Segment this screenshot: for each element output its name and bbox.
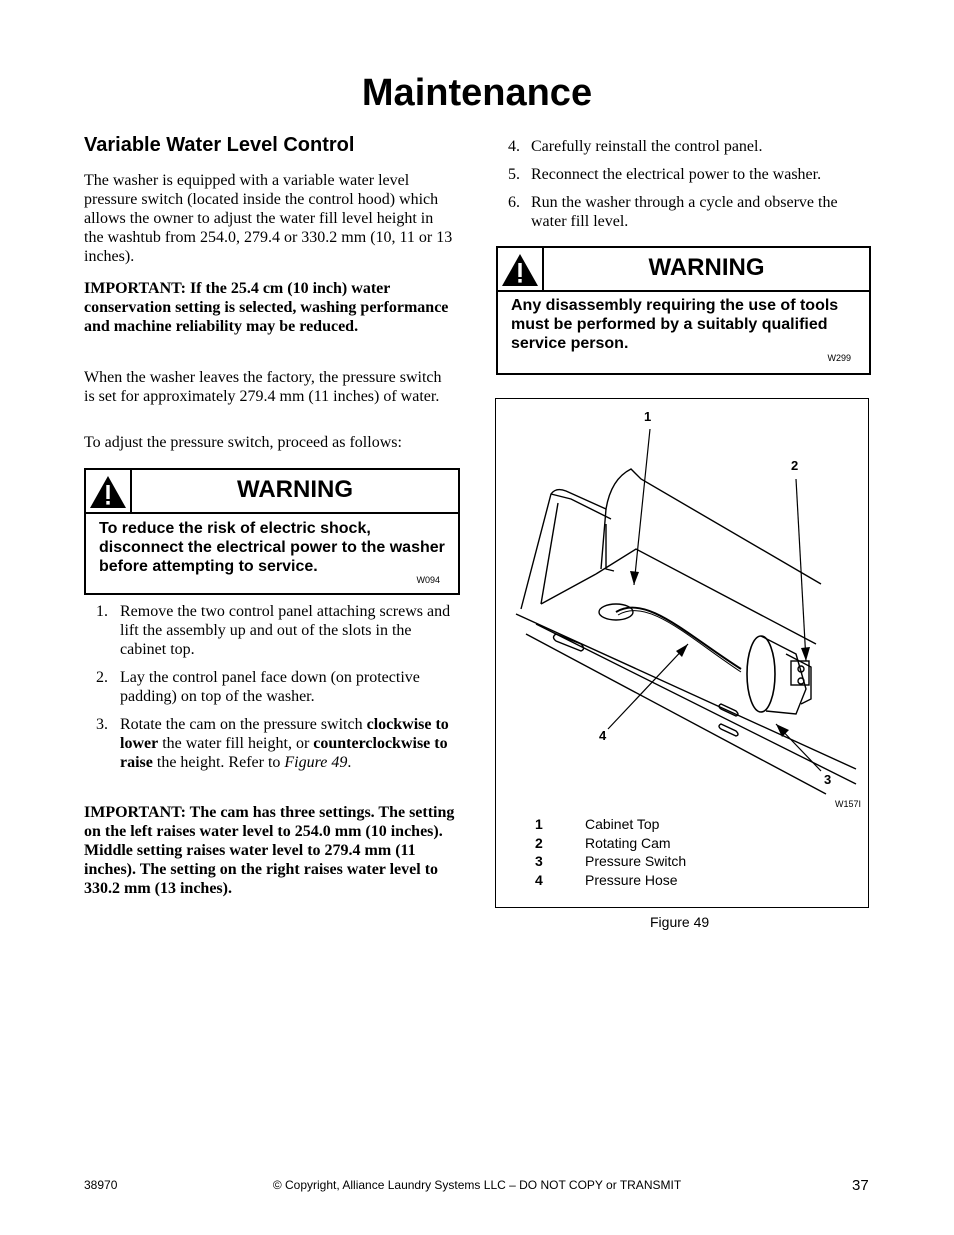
legend-label: Pressure Hose [585, 872, 678, 888]
step-text-bold: clockwise to lower [120, 716, 449, 752]
list-item [508, 165, 868, 184]
warning-triangle-icon [86, 470, 132, 512]
step-number: 5. [508, 166, 520, 183]
warning-header [86, 470, 458, 514]
figure-49-box [495, 398, 869, 908]
warning-code: W299 [827, 353, 851, 363]
proceed-paragraph: To adjust the pressure switch, proceed as follows: [84, 434, 402, 451]
legend-number: 2 [535, 835, 543, 851]
legend-label: Rotating Cam [585, 835, 671, 851]
step-number: 1. [96, 603, 108, 620]
intro-paragraph: The washer is equipped with a variable water level pressure switch (located inside the control hood) which allows the owner to adjust the water fill level height in the washtub from 254.0, 279.4 or 330.2 mm (10, 11 or 13 inches). [84, 172, 453, 265]
warning-box-electric [84, 468, 460, 595]
list-item [96, 715, 458, 772]
warning-triangle-icon [498, 248, 544, 290]
callout-3: 3 [824, 772, 832, 787]
legend-label: Cabinet Top [585, 816, 660, 832]
warning-box-service [496, 246, 871, 375]
footer-doc-number: 38970 [84, 1178, 118, 1192]
legend-number: 4 [535, 872, 543, 888]
legend-number: 3 [535, 853, 543, 869]
warning-header [498, 248, 869, 292]
factory-setting-paragraph: When the washer leaves the factory, the pressure switch is set for approximately 279.4 mm (11 inches) of water. [84, 369, 442, 405]
page-number: 37 [852, 1177, 869, 1194]
step-number: 4. [508, 138, 520, 155]
callout-1: 1 [644, 409, 652, 424]
warning-text: To reduce the risk of electric shock, disconnect the electrical power to the washer before attempting to service. [99, 520, 445, 575]
step-text-part: . [347, 754, 352, 771]
step-number: 6. [508, 194, 520, 211]
figure-legend [535, 815, 835, 895]
pressure-switch-illustration [496, 399, 868, 819]
list-item [96, 668, 458, 706]
step-number: 3. [96, 716, 108, 733]
figure-code: W157I [835, 799, 862, 809]
figure-caption: Figure 49 [650, 914, 710, 930]
step-text [120, 715, 458, 772]
warning-title: WARNING [648, 254, 765, 281]
legend-label: Pressure Switch [585, 853, 687, 869]
step-number: 2. [96, 669, 108, 686]
warning-code: W094 [416, 575, 440, 585]
step-text-bold: counterclockwise to raise [120, 735, 448, 771]
step-text-part: the water fill height, or [158, 735, 314, 752]
step-text: Carefully reinstall the control panel. [531, 138, 763, 155]
figure-reference-link[interactable]: Figure 49 [284, 754, 348, 771]
important-note-2: IMPORTANT: The cam has three settings. The setting on the left raises water level to 254.0 mm (10 inches). Middle setting raises water level to 279.4 mm (11 inches). The setting on the right raises water level to 330.2 mm (13 inches). [84, 804, 455, 897]
list-item [508, 137, 868, 156]
footer-copyright: © Copyright, Alliance Laundry Systems LLC – DO NOT COPY or TRANSMIT [272, 1178, 682, 1192]
step-text: Reconnect the electrical power to the washer. [531, 166, 822, 183]
warning-title: WARNING [237, 476, 353, 503]
step-text-part: Rotate the cam on the pressure switch [120, 716, 367, 733]
callout-4: 4 [599, 728, 607, 743]
step-text: Run the washer through a cycle and observe the water fill level. [531, 194, 838, 230]
legend-number: 1 [535, 816, 543, 832]
section-heading: Variable Water Level Control [84, 134, 355, 156]
list-item [508, 193, 868, 231]
warning-text: Any disassembly requiring the use of tools must be performed by a suitably qualified service person. [511, 297, 839, 352]
step-text-part: the height. Refer to [152, 754, 285, 771]
step-text: Lay the control panel face down (on protective padding) on top of the washer. [120, 669, 420, 705]
step-text: Remove the two control panel attaching screws and lift the assembly up and out of the slots in the cabinet top. [120, 603, 451, 658]
important-note-1: IMPORTANT: If the 25.4 cm (10 inch) water conservation setting is selected, washing performance and machine reliability may be reduced. [84, 280, 449, 335]
page-title: Maintenance [361, 72, 593, 114]
callout-2: 2 [791, 458, 799, 473]
list-item [96, 602, 458, 659]
